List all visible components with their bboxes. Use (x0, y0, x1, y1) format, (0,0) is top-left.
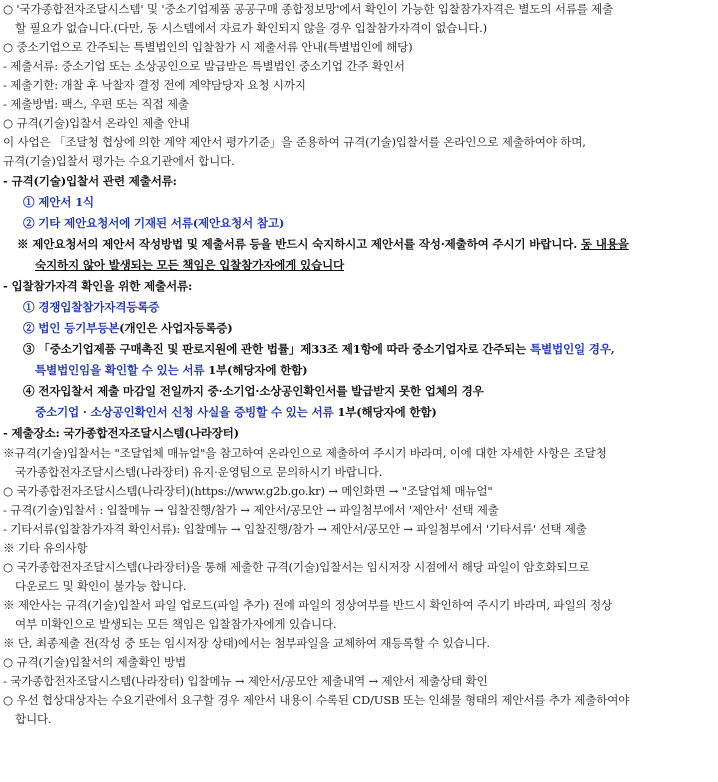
doc-line: ○ 국가종합전자조달시스템(나라장터)을 통해 제출한 규격(기술)입찰서는 임시저장 시점에서 해당 파일이 암호화되므로 (3, 560, 590, 574)
qualification-item-note: 1부(해당자에 한함) (333, 405, 437, 419)
doc-line: 다운로드 및 확인이 불가능 합니다. (15, 579, 187, 593)
qualification-item: ④ 전자입찰서 제출 마감일 전일까지 중·소기업·소상공인확인서를 발급받지 못한 업체의 경우 (23, 384, 484, 398)
doc-line: ※ 기타 유의사항 (3, 541, 88, 555)
doc-line: - 규격(기술)입찰서 : 입찰메뉴 → 입찰진행/참가 → 제안서/공모안 → 파일첨부에서 '제안서' 선택 제출 (3, 503, 499, 517)
doc-line: 국가종합전자조달시스템(나라장터) 유지·운영팀으로 문의하시기 바랍니다. (15, 465, 383, 479)
qualification-item-note: 1부(해당자에 한함) (204, 363, 308, 377)
qualification-item-text: ③ 「중소기업제품 구매촉진 및 판로지원에 관한 법률」제33조 제1항에 따라 중소기업자로 간주되는 (23, 342, 530, 356)
qualification-item-highlight: 특별법인임을 확인할 수 있는 서류 (35, 363, 205, 377)
doc-line: - 제출서류: 중소기업 또는 소상공인으로 발급받은 특별법인 중소기업 간주 확인서 (3, 59, 405, 73)
qualification-item-highlight: 특별법인일 경우, (529, 342, 615, 356)
tech-doc-item: ② 기타 제안요청서에 기재된 서류(제안요청서 참고) (23, 216, 285, 230)
qualification-item (3, 339, 716, 360)
qualification-item (3, 318, 716, 339)
submission-place: - 제출장소: 국가종합전자조달시스템(나라장터) (3, 426, 239, 440)
doc-line: ○ 중소기업으로 간주되는 특별법인의 입찰참가 시 제출서류 안내(특별법인에 해당) (3, 40, 413, 54)
notice-text: ※ 제안요청서의 제안서 작성방법 및 제출서류 등을 반드시 숙지하시고 제안서를 작성·제출하여 주시기 바랍니다. (17, 237, 581, 251)
doc-line: - 제출방법: 팩스, 우편 또는 직접 제출 (3, 97, 189, 111)
doc-line: ○ 국가종합전자조달시스템(나라장터)(https://www.g2b.go.kr) → 메인화면 → "조달업체 매뉴얼" (3, 484, 493, 498)
doc-line: 여부 미확인으로 발생되는 모든 책임은 입찰참가자에게 있습니다. (15, 617, 337, 631)
doc-line: 규격(기술)입찰서 평가는 수요기관에서 합니다. (3, 154, 235, 168)
doc-line: 할 필요가 없습니다.(다만, 동 시스템에서 자료가 확인되지 않을 경우 입찰참가자격이 없습니다.) (15, 21, 487, 35)
doc-line: - 국가종합전자조달시스템(나라장터) 입찰메뉴 → 제안서/공모안 제출내역 → 제안서 제출상태 확인 (3, 674, 488, 688)
doc-line: ※ 제안사는 규격(기술)입찰서 파일 업로드(파일 추가) 전에 파일의 정상여부를 반드시 확인하여 주시기 바라며, 파일의 정상 (3, 598, 612, 612)
doc-line: ○ '국가종합전자조달시스템' 및 '중소기업제품 공공구매 종합정보망'에서 확인이 가능한 입찰참가자격은 별도의 서류를 제출 (3, 2, 614, 16)
qualification-item: ① 경쟁입찰참가자격등록증 (23, 300, 160, 314)
doc-line: ※ 단, 최종제출 전(작성 중 또는 임시저장 상태)에서는 첨부파일을 교체하여 재등록할 수 있습니다. (3, 636, 490, 650)
doc-line: ○ 규격(기술)입찰서의 제출확인 방법 (3, 655, 187, 669)
doc-line: - 제출기한: 개찰 후 낙찰자 결정 전에 계약담당자 요청 시까지 (3, 78, 306, 92)
notice-line-1 (3, 234, 716, 255)
tech-docs-header: - 규격(기술)입찰서 관련 제출서류: (3, 174, 177, 188)
doc-line: ○ 우선 협상대상자는 수요기관에서 요구할 경우 제안서 내용이 수록된 CD/USB 또는 인쇄물 형태의 제안서를 추가 제출하여야 (3, 693, 630, 707)
notice-line-2: 숙지하지 않아 발생되는 모든 책임은 입찰참가자에게 있습니다 (35, 258, 345, 272)
tech-doc-item: ① 제안서 1식 (23, 195, 94, 209)
qualification-docs-header: - 입찰참가자격 확인을 위한 제출서류: (3, 279, 193, 293)
doc-line: - 기타서류(입찰참가자격 확인서류): 입찰메뉴 → 입찰진행/참가 → 제안서/공모안 → 파일첨부에서 '기타서류' 선택 제출 (3, 522, 587, 536)
qualification-item-title: ② 법인 등기부등본 (23, 321, 120, 335)
qualification-item-note: (개인은 사업자등록증) (119, 321, 233, 335)
doc-line: ※규격(기술)입찰서는 "조달업체 매뉴얼"을 참고하여 온라인으로 제출하여 주시기 바라며, 이에 대한 자세한 사항은 조달청 (3, 446, 607, 460)
qualification-item-highlight: 중소기업 · 소상공인확인서 신청 사실을 증빙할 수 있는 서류 (35, 405, 334, 419)
notice-underlined: 동 내용을 (580, 237, 629, 251)
doc-line: 합니다. (15, 712, 52, 726)
qualification-item-cont (3, 402, 716, 423)
doc-line: 이 사업은 「조달청 협상에 의한 계약 제안서 평가기준」을 준용하여 규격(기술)입찰서를 온라인으로 제출하여야 하며, (3, 135, 586, 149)
qualification-item-cont (3, 360, 716, 381)
doc-line: ○ 규격(기술)입찰서 온라인 제출 안내 (3, 116, 190, 130)
